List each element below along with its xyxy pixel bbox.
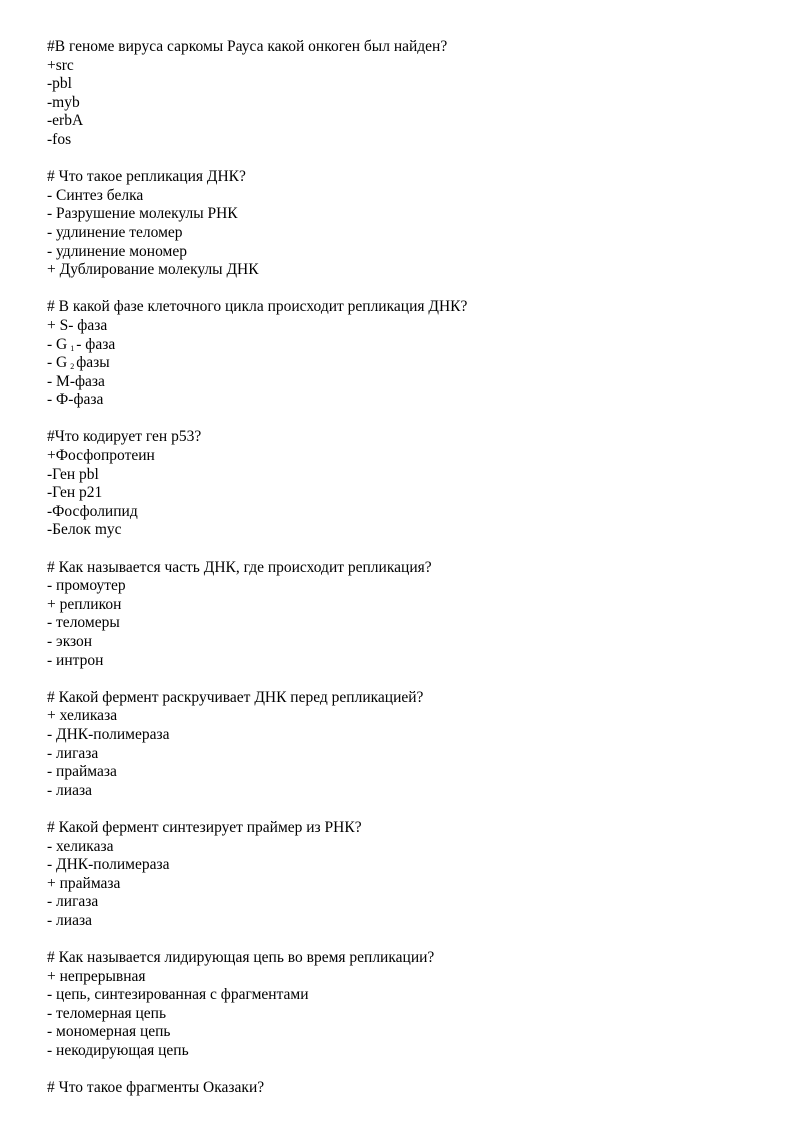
answer-option: - хеликаза xyxy=(47,837,114,855)
g1-subscript: 1 xyxy=(70,343,75,353)
answer-option: + S- фаза xyxy=(47,316,108,334)
question-block xyxy=(47,819,767,931)
question-block xyxy=(47,298,767,410)
answer-option: - лиаза xyxy=(47,781,92,799)
answer-option: -erbA xyxy=(47,112,84,130)
answer-option: + Дублирование молекулы ДНК xyxy=(47,261,259,279)
question-block xyxy=(47,689,767,801)
answer-option: - удлинение теломер xyxy=(47,223,183,241)
answer-option: - удлинение мономер xyxy=(47,242,187,260)
question-text: # Что такое фрагменты Оказаки? xyxy=(47,1079,265,1097)
answer-option: - теломеры xyxy=(47,614,120,632)
answer-option: - экзон xyxy=(47,633,93,650)
question-text: # Как называется часть ДНК, где происходит репликация? xyxy=(47,558,432,576)
answer-option: - M-фаза xyxy=(47,372,105,390)
answer-option: - лиаза xyxy=(47,911,92,929)
answer-option: -Белок myc xyxy=(47,521,122,539)
answer-option: -myb xyxy=(47,93,80,111)
question-block xyxy=(47,949,767,1061)
answer-option: - Синтез белка xyxy=(47,186,144,204)
answer-option: - мономерная цепь xyxy=(47,1023,171,1041)
answer-option: - некодирующая цепь xyxy=(47,1042,189,1060)
g2-suffix: фазы xyxy=(76,354,110,372)
answer-option: -pbl xyxy=(47,75,72,93)
g2-prefix: - G xyxy=(47,354,68,372)
answer-option: + хеликаза xyxy=(47,707,118,725)
answer-option: -Ген р21 xyxy=(47,484,103,502)
answer-option-g1 xyxy=(47,336,767,355)
question-text: # Как называется лидирующая цепь во время репликации? xyxy=(47,949,435,967)
question-text: # Какой фермент синтезирует праймер из РНК? xyxy=(47,818,362,836)
answer-option: + праймаза xyxy=(47,874,121,892)
question-text: # В какой фазе клеточного цикла происходит репликация ДНК? xyxy=(47,298,468,316)
question-text: # Что такое репликация ДНК? xyxy=(47,168,246,186)
answer-option: +src xyxy=(47,56,74,74)
answer-option: -Фосфолипид xyxy=(47,502,138,520)
question-block xyxy=(47,38,767,150)
answer-option: - ДНК-полимераза xyxy=(47,856,170,874)
question-text: #В геноме вируса саркомы Рауса какой онкоген был найден? xyxy=(47,38,448,55)
answer-option: -fos xyxy=(47,130,72,148)
answer-option: - Разрушение молекулы РНК xyxy=(47,205,238,223)
answer-option: -Ген pbl xyxy=(47,465,99,483)
answer-option: - праймаза xyxy=(47,763,117,781)
answer-option: - Ф-фаза xyxy=(47,391,104,409)
answer-option: + репликон xyxy=(47,595,122,613)
g1-suffix: - фаза xyxy=(76,335,116,353)
g1-prefix: - G xyxy=(47,335,68,353)
document-page xyxy=(47,38,767,1116)
question-text: #Что кодирует ген р53? xyxy=(47,428,202,446)
answer-option: - цепь, синтезированная с фрагментами xyxy=(47,986,309,1004)
g2-subscript: 2 xyxy=(70,362,75,372)
answer-option: - интрон xyxy=(47,651,104,669)
answer-option: - ДНК-полимераза xyxy=(47,725,170,743)
answer-option: - лигаза xyxy=(47,893,99,911)
question-block xyxy=(47,1079,767,1098)
question-block xyxy=(47,428,767,540)
question-block xyxy=(47,559,767,671)
answer-option: - лигаза xyxy=(47,744,99,762)
answer-option: +Фосфопротеин xyxy=(47,447,155,465)
answer-option: - промоутер xyxy=(47,577,126,595)
answer-option: + непрерывная xyxy=(47,967,146,985)
question-block xyxy=(47,168,767,280)
answer-option: - теломерная цепь xyxy=(47,1004,167,1022)
question-text: # Какой фермент раскручивает ДНК перед репликацией? xyxy=(47,688,424,706)
answer-option-g2 xyxy=(47,354,767,373)
